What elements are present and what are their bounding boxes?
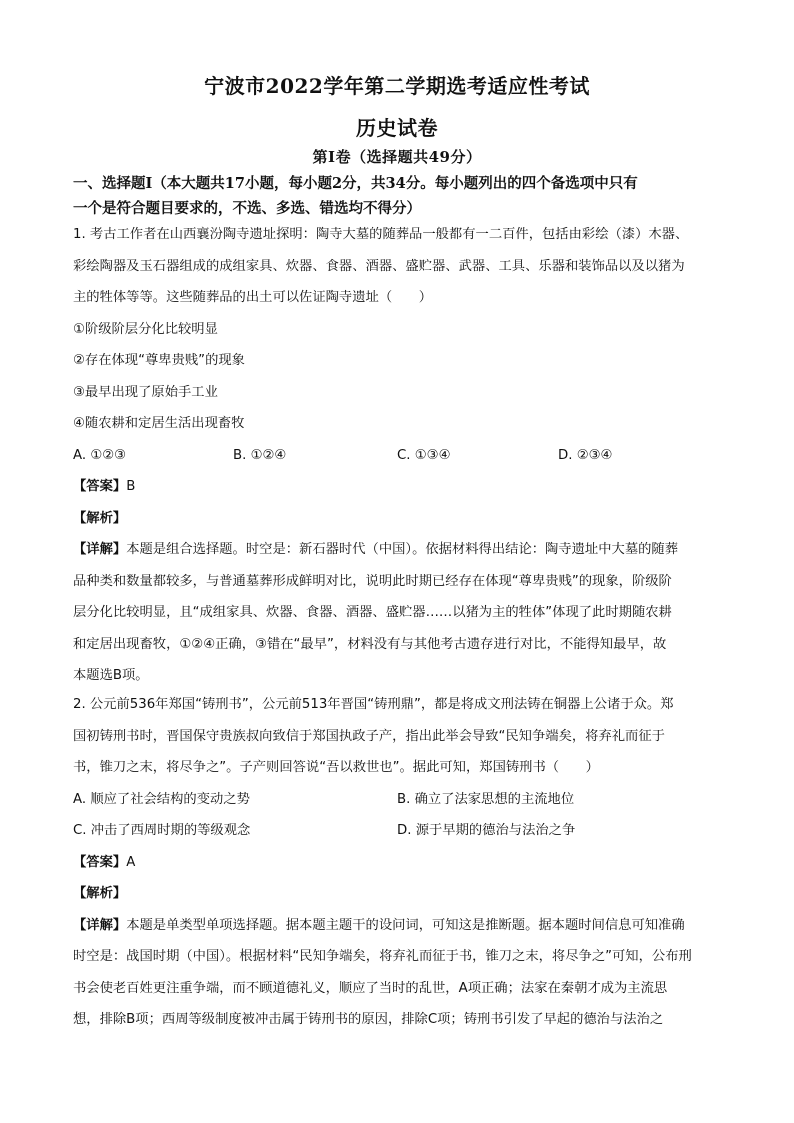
- question-stem-line: 国初铸刑书时，晋国保守贵族叔向致信于郑国执政子产，指出此举会导致“民知争端矣，将弃礼而征于: [73, 728, 665, 744]
- question-stem-line: 主的牲体等等。这些随葬品的出土可以佐证陶寺遗址（ ）: [73, 290, 433, 305]
- statement-item: ②存在体现“尊卑贵贱”的现象: [73, 353, 245, 368]
- question-stem-line: 1. 考古工作者在山西襄汾陶寺遗址探明：陶寺大墓的随葬品一般都有一二百件，包括由彩绘（漆）木器、: [73, 227, 689, 242]
- detail-line: 本题选B项。: [73, 668, 149, 683]
- option-d: D. 源于早期的德治与法治之争: [397, 823, 576, 838]
- detail-line: 品种类和数量都较多，与普通墓葬形成鲜明对比，说明此时期已经存在体现“尊卑贵贱”的现象，阶级阶: [73, 573, 672, 589]
- analysis-line: [73, 878, 733, 910]
- detail-line: 想，排除B项；西周等级制度被冲击属于铸刑书的原因，排除C项；铸刑书引发了早起的德治与法治之: [73, 1012, 664, 1027]
- options-row: [73, 784, 733, 816]
- analysis-line: [73, 503, 733, 535]
- section-heading: [73, 171, 733, 221]
- detail-text: 本题是组合选择题。时空是：新石器时代（中国）。依据材料得出结论：陶寺遗址中大墓的随葬: [126, 542, 679, 557]
- answer-value: B: [126, 479, 136, 494]
- section-heading-line: 一、选择题Ⅰ（本大题共17小题，每小题2分，共34分。每小题列出的四个备选项中只有: [73, 175, 638, 192]
- analysis-tag: 【解析】: [73, 886, 127, 901]
- question-2: [73, 689, 733, 1036]
- part-title: 第I卷（选择题共49分）: [312, 148, 482, 166]
- option-c: C. 冲击了西周时期的等级观念: [73, 823, 251, 838]
- detail-line: 时空是：战国时期（中国）。根据材料“民知争端矣，将弃礼而征于书，锥刀之末，将尽争之”可知，公布刑: [73, 949, 692, 964]
- option-c: C. ①③④: [397, 447, 451, 463]
- answer-line: [73, 847, 733, 879]
- exam-title: 宁波市2022学年第二学期选考适应性考试: [204, 74, 590, 98]
- option-b: B. ①②④: [233, 447, 287, 463]
- options-row: [73, 815, 733, 847]
- answer-line: [73, 471, 733, 503]
- detail-line: 层分化比较明显，且“成组家具、炊器、食器、酒器、盛贮器……以猪为主的牲体”体现了此时期随农耕: [73, 605, 672, 620]
- option-d: D. ②③④: [558, 447, 613, 463]
- option-b: B. 确立了法家思想的主流地位: [397, 791, 575, 807]
- options-row: [73, 440, 733, 472]
- detail-line: 书会使老百姓更注重争端，而不顾道德礼义，顺应了当时的乱世，A项正确；法家在秦朝才成为主流思: [73, 980, 668, 996]
- detail-line: [73, 534, 733, 566]
- section-heading-line: 一个是符合题目要求的，不选、多选、错选均不得分）: [73, 200, 421, 217]
- analysis-tag: 【解析】: [73, 510, 127, 526]
- answer-tag: 【答案】: [73, 479, 127, 494]
- statement-item: ①阶级阶层分化比较明显: [73, 321, 218, 337]
- detail-line: 和定居出现畜牧，①②④正确，③错在“最早”，材料没有与其他考古遗存进行对比，不能得知最早，故: [73, 636, 667, 652]
- detail-tag: 【详解】: [73, 917, 127, 933]
- question-1: [73, 219, 733, 692]
- detail-line: [73, 910, 733, 942]
- detail-tag: 【详解】: [73, 542, 127, 557]
- question-stem-line: 彩绘陶器及玉石器组成的成组家具、炊器、食器、酒器、盛贮器、武器、工具、乐器和装饰品以及以猪为: [73, 258, 685, 274]
- option-a: A. ①②③: [73, 447, 127, 463]
- statement-item: ④随农耕和定居生活出现畜牧: [73, 416, 245, 431]
- subject-title: 历史试卷: [356, 116, 438, 140]
- answer-value: A: [126, 854, 136, 870]
- option-a: A. 顺应了社会结构的变动之势: [73, 791, 250, 807]
- answer-tag: 【答案】: [73, 854, 127, 870]
- detail-text: 本题是单类型单项选择题。据本题主题干的设问词，可知这是推断题。据本题时间信息可知准确: [126, 917, 685, 933]
- question-stem-line: 2. 公元前536年郑国“铸刑书”，公元前513年晋国“铸刑鼎”，都是将成文刑法铸在铜器上公诸于众。郑: [73, 697, 674, 712]
- question-stem-line: 书，锥刀之末，将尽争之”。子产则回答说“吾以救世也”。据此可知，郑国铸刑书（ ）: [73, 760, 599, 775]
- statement-item: ③最早出现了原始手工业: [73, 384, 218, 400]
